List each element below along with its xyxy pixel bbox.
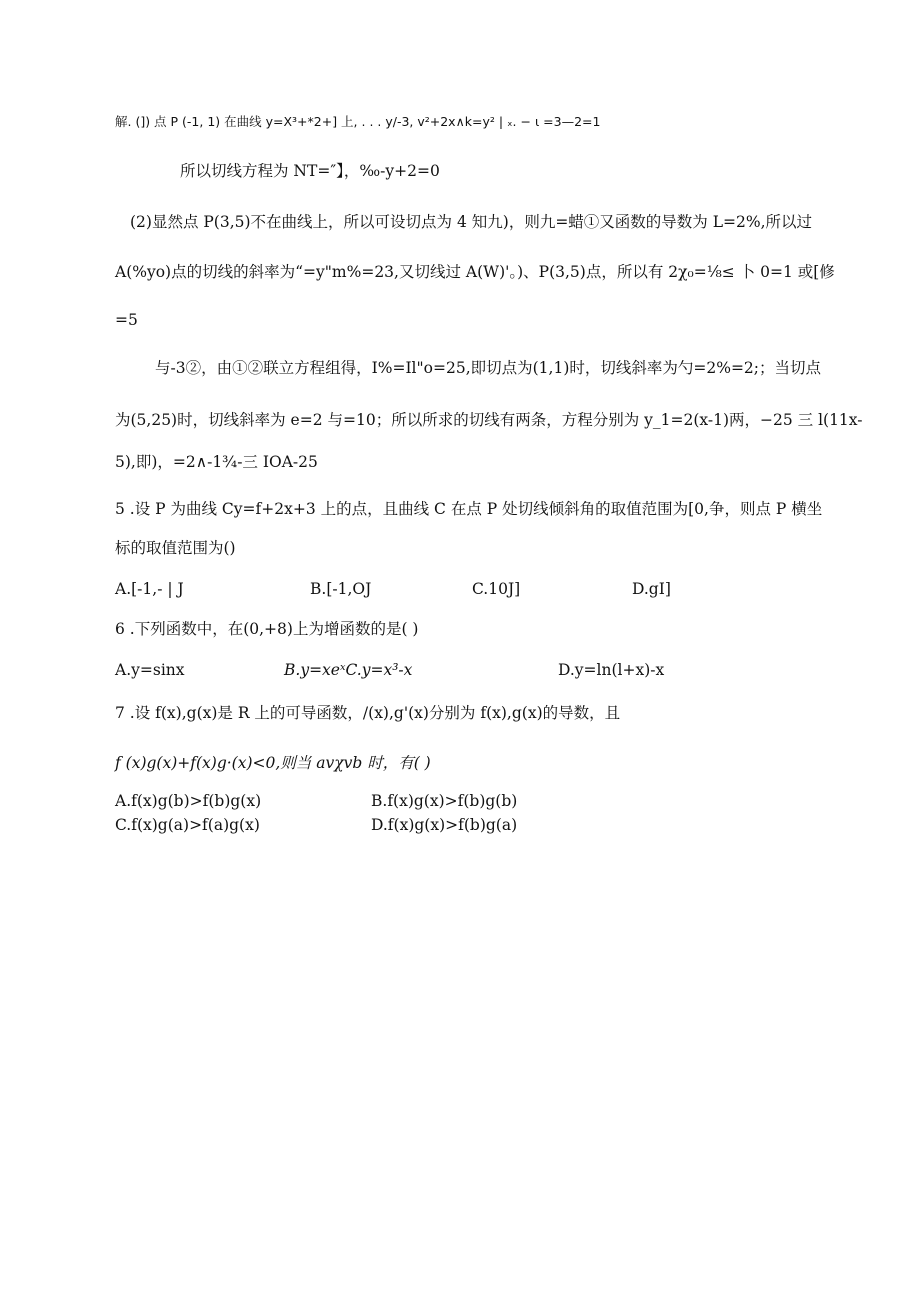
q5-option-b: B.[-1,OJ (310, 580, 372, 598)
solution-line-7: 为(5,25)时，切线斜率为 e=2 与=10；所以所求的切线有两条，方程分别为 y_1=2(x-1)两，−25 三 l(11x- (115, 411, 863, 429)
solution-line-2: 所以切线方程为 NT=″】，‰-y+2=0 (180, 162, 440, 180)
question-6-text: 6 .下列函数中，在(0,+8)上为增函数的是( ) (115, 620, 419, 638)
q7-option-d: D.f(x)g(x)>f(b)g(a) (371, 816, 518, 834)
question-5-text-cont: 标的取值范围为() (115, 539, 236, 557)
q5-option-d: D.gI] (632, 580, 671, 598)
q5-option-a: A.[-1,- | J (115, 580, 184, 598)
q6-option-b-c: B.y=xeˣC.y=x³-x (284, 661, 413, 679)
question-5-text: 5 .设 P 为曲线 Cy=f+2x+3 上的点，且曲线 C 在点 P 处切线倾斜角的取值范围为[0,争，则点 P 横坐 (115, 500, 823, 518)
solution-line-6: 与-3②，由①②联立方程组得，I%=Il"o=25,即切点为(1,1)时，切线斜率为勺=2%=2;；当切点 (155, 359, 822, 377)
q7-option-a: A.f(x)g(b)>f(b)g(x) (115, 792, 262, 810)
q6-option-a: A.y=sinx (115, 661, 185, 679)
solution-line-4: A(%yo)点的切线的斜率为“=y"m%=23,又切线过 A(W)'。)、P(3,5)点，所以有 2χ₀=⅛≤ 卜 0=1 或[修 (115, 263, 835, 281)
q5-option-c: C.10J] (472, 580, 521, 598)
q7-option-c: C.f(x)g(a)>f(a)g(x) (115, 816, 260, 834)
question-7-text-cont: f (x)g(x)+f(x)g·(x)<0,则当 avχvb 时，有( ) (115, 754, 431, 772)
solution-line-5: =5 (115, 311, 138, 329)
question-7-text: 7 .设 f(x),g(x)是 R 上的可导函数，/(x),g'(x)分别为 f(x),g(x)的导数，且 (115, 704, 621, 722)
q7-option-b: B.f(x)g(x)>f(b)g(b) (371, 792, 518, 810)
solution-line-1: 解. (]) 点 P (-1, 1) 在曲线 y=X³+*2+] 上, . . . y/-3, v²+2x∧k=y² | ₓ. − ι =3—2=1 (115, 114, 601, 129)
q6-option-d: D.y=ln(l+x)-x (558, 661, 665, 679)
solution-line-3: (2)显然点 P(3,5)不在曲线上，所以可设切点为 4 知九)，则九=蜡①又函数的导数为 L=2%,所以过 (130, 213, 813, 231)
solution-line-8: 5),即)，=2∧-1¾-三 IOA-25 (115, 453, 318, 471)
